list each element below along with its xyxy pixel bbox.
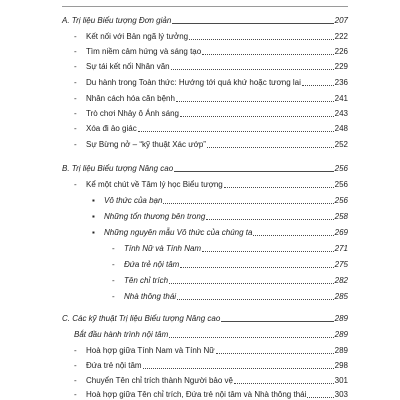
dash-bullet: - (74, 346, 77, 355)
dash-bullet: - (74, 124, 77, 133)
toc-entry-c-1[interactable]: Hoà hợp giữa Tính Nam và Tính Nữ 289 (86, 346, 348, 355)
toc-entry-b-arch-2[interactable]: Đứa trẻ nội tâm 275 (124, 260, 348, 269)
square-bullet: ▪ (92, 196, 95, 205)
toc-section-c-title: C. Các kỹ thuật Trị liệu Biểu tượng Nâng cao (62, 314, 221, 323)
dash-bullet: - (74, 390, 77, 399)
toc-section-b-page: 256 (334, 164, 348, 173)
toc-entry-a-8[interactable]: Sự Bừng nở – “kỹ thuật Xác ướp” 252 (86, 140, 348, 149)
toc-entry-b-intro[interactable]: Kể một chút về Tâm lý học Biểu tượng 256 (86, 180, 348, 189)
square-bullet: ▪ (92, 228, 95, 237)
dash-bullet: - (74, 376, 77, 385)
toc-entry-a-2[interactable]: Tìm niềm cảm hứng và sáng tạo 226 (86, 47, 348, 56)
dash-bullet: - (74, 140, 77, 149)
toc-section-a-page: 207 (334, 16, 348, 25)
dash-bullet: - (74, 94, 77, 103)
dash-bullet: - (112, 260, 115, 269)
square-bullet: ▪ (92, 212, 95, 221)
toc-entry-a-5[interactable]: Nhân cách hóa căn bệnh 241 (86, 94, 348, 103)
toc-entry-a-6[interactable]: Trò chơi Nhảy ô Ánh sáng 243 (86, 109, 348, 118)
toc-entry-b-arch-3[interactable]: Tên chỉ trích 282 (124, 276, 348, 285)
dash-bullet: - (112, 276, 115, 285)
dash-bullet: - (74, 32, 77, 41)
toc-entry-b-arch-1[interactable]: Tính Nữ và Tính Nam 271 (124, 244, 348, 253)
toc-entry-a-3[interactable]: Sự tái kết nối Nhân văn 229 (86, 62, 348, 71)
dash-bullet: - (74, 180, 77, 189)
toc-entry-a-1[interactable]: Kết nối với Bản ngã lý tưởng 222 (86, 32, 348, 41)
toc-entry-b-arch-4[interactable]: Nhà thông thái 285 (124, 292, 348, 301)
toc-entry-a-7[interactable]: Xóa đi ảo giác 248 (86, 124, 348, 133)
toc-entry-b-sub-3[interactable]: Những nguyên mẫu Vô thức của chúng ta 269 (104, 228, 348, 237)
toc-entry-b-sub-1[interactable]: Vô thức của bạn 256 (104, 196, 348, 205)
dash-bullet: - (74, 62, 77, 71)
toc-entry-c-3[interactable]: Chuyển Tên chỉ trích thành Người bảo vệ 301 (86, 376, 348, 385)
toc-entry-a-4[interactable]: Du hành trong Toàn thức: Hướng tới quá khứ hoặc tương lai 236 (86, 78, 348, 87)
toc-section-a[interactable] (62, 16, 348, 26)
dash-bullet: - (112, 244, 115, 253)
toc-entry-c-4[interactable]: Hoà hợp giữa Tên chỉ trích, Đứa trẻ nội tâm và Nhà thông thái 303 (86, 390, 348, 399)
toc-entry-c-2[interactable]: Đứa trẻ nội tâm 298 (86, 361, 348, 370)
dash-bullet: - (74, 361, 77, 370)
toc-section-c-page: 289 (334, 314, 348, 323)
toc-entry-b-sub-2[interactable]: Những tổn thương bên trong 258 (104, 212, 348, 221)
dash-bullet: - (74, 78, 77, 87)
toc-section-c[interactable] (62, 314, 348, 324)
dash-bullet: - (74, 109, 77, 118)
top-rule (62, 6, 348, 7)
toc-section-a-title: A. Trị liệu Biểu tượng Đơn giản (62, 16, 172, 25)
toc-section-b-title: B. Trị liệu Biểu tượng Nâng cao (62, 164, 174, 173)
toc-entry-c-lead[interactable]: Bắt đầu hành trình nội tâm 289 (74, 330, 348, 339)
toc-section-b[interactable] (62, 164, 348, 174)
dash-bullet: - (74, 47, 77, 56)
dash-bullet: - (112, 292, 115, 301)
